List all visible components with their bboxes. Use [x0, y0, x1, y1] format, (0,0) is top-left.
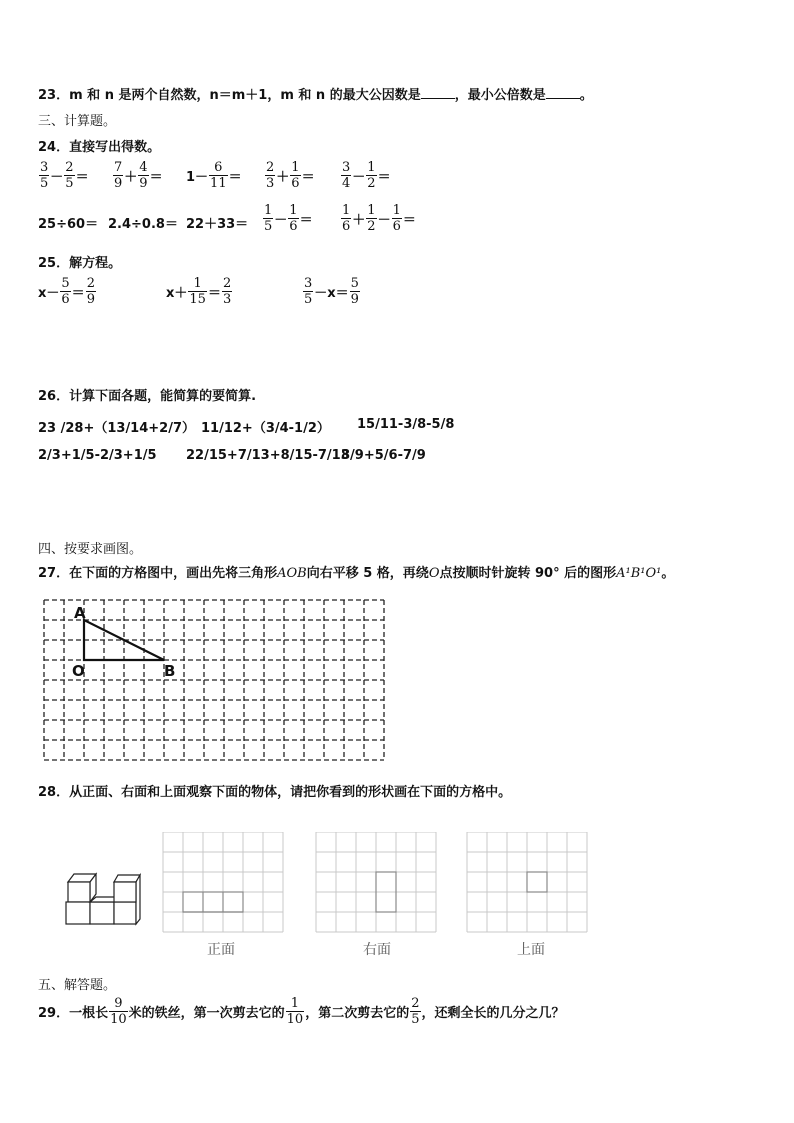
q24-expr-7: 2.4÷0.8＝: [108, 217, 178, 232]
fraction: $\frac{1}{10}$: [286, 996, 304, 1027]
section-4-heading: 四、按要求画图。: [38, 542, 143, 557]
q24-expr-6: 25÷60＝: [38, 217, 99, 232]
q24-expr-9: $\frac{1}{5}$ － $\frac{1}{6}$ ＝: [264, 203, 313, 234]
question-29: 29．一根长 $\frac{9}{10}$ 米的铁丝，第一次剪去它的 $\frac{1}{10}$ ，第二次剪去它的 $\frac{2}{5}$ ，还剩全长的几分之几？: [38, 996, 565, 1027]
caption-front: 正面: [207, 942, 235, 958]
cube-stack-icon: [62, 870, 142, 928]
q26-expr-6: 8/9+5/6-7/9: [341, 448, 426, 463]
fraction: $\frac{3}{5}$: [40, 160, 49, 191]
label-b: B: [164, 662, 176, 680]
question-28-title: 28．从正面、右面和上面观察下面的物体，请把你看到的形状画在下面的方格中。: [38, 785, 512, 800]
fraction: $\frac{3}{4}$: [342, 160, 351, 191]
fraction: $\frac{1}{5}$: [264, 203, 273, 234]
fraction: $\frac{2}{5}$: [411, 996, 420, 1027]
q24-expr-3: 1－ $\frac{6}{11}$ ＝: [186, 160, 242, 191]
fraction: $\frac{2}{5}$: [65, 160, 74, 191]
section-5-heading: 五、解答题。: [38, 978, 117, 993]
q24-expr-8: 22＋33＝: [186, 217, 249, 232]
caption-top: 上面: [517, 942, 545, 958]
fraction: $\frac{2}{9}$: [86, 276, 95, 307]
fraction: $\frac{1}{6}$: [392, 203, 401, 234]
q25-equation-3: $\frac{3}{5}$ －x＝ $\frac{5}{9}$: [304, 276, 359, 307]
caption-right: 右面: [363, 942, 391, 958]
answer-blank-lcm[interactable]: [546, 87, 580, 99]
q26-expr-4: 2/3+1/5-2/3+1/5: [38, 448, 157, 463]
right-view-grid: [315, 832, 441, 936]
question-26-title: 26．计算下面各题，能简算的要简算.: [38, 389, 257, 404]
question-27-title: 27．在下面的方格图中，画出先将三角形AOB向右平移 5 格，再绕O点按顺时针旋转 90° 后的图形A¹B¹O¹。: [38, 566, 675, 581]
q26-expr-1: 23 /28+（13/14+2/7）: [38, 421, 196, 436]
top-view-grid: [466, 832, 592, 936]
q24-expr-2: $\frac{7}{9}$ ＋ $\frac{4}{9}$ ＝: [114, 160, 163, 191]
fraction: $\frac{1}{6}$: [289, 203, 298, 234]
question-23: 23．m 和 n 是两个自然数，n＝m＋1，m 和 n 的最大公因数是 ，最小公倍数是 。: [38, 88, 593, 103]
question-25-title: 25．解方程。: [38, 256, 122, 271]
label-a: A: [74, 604, 86, 622]
fraction: $\frac{4}{9}$: [139, 160, 148, 191]
q26-expr-2: 11/12+（3/4-1/2）: [201, 421, 330, 436]
fraction: $\frac{1}{15}$: [189, 276, 206, 307]
fraction: $\frac{9}{10}$: [110, 996, 127, 1027]
q25-equation-1: x－ $\frac{5}{6}$ ＝ $\frac{2}{9}$: [38, 276, 95, 307]
q25-equation-2: x＋ $\frac{1}{15}$ ＝ $\frac{2}{3}$: [166, 276, 232, 307]
fraction: $\frac{1}{2}$: [367, 203, 376, 234]
fraction: $\frac{1}{2}$: [367, 160, 376, 191]
answer-blank-gcd[interactable]: [421, 87, 455, 99]
fraction: $\frac{2}{3}$: [266, 160, 275, 191]
dashed-grid: [44, 600, 384, 760]
fraction: $\frac{1}{6}$: [291, 160, 300, 191]
section-3-heading: 三、计算题。: [38, 114, 117, 129]
label-o: O: [72, 662, 85, 680]
q24-expr-5: $\frac{3}{4}$ － $\frac{1}{2}$ ＝: [342, 160, 391, 191]
fraction: $\frac{6}{11}$: [210, 160, 227, 191]
q26-expr-5: 22/15+7/13+8/15-7/13: [186, 448, 350, 463]
q24-expr-4: $\frac{2}{3}$ ＋ $\frac{1}{6}$ ＝: [266, 160, 315, 191]
fraction: $\frac{5}{6}$: [61, 276, 70, 307]
grid-diagram: [40, 596, 385, 762]
question-24-title: 24．直接写出得数。: [38, 140, 161, 155]
front-view-grid: [162, 832, 288, 936]
fraction: $\frac{1}{6}$: [342, 203, 351, 234]
q24-expr-1: $\frac{3}{5}$ － $\frac{2}{5}$ ＝: [40, 160, 89, 191]
fraction: $\frac{7}{9}$: [114, 160, 123, 191]
fraction: $\frac{3}{5}$: [304, 276, 313, 307]
fraction: $\frac{5}{9}$: [350, 276, 359, 307]
fraction: $\frac{2}{3}$: [222, 276, 232, 307]
q24-expr-10: $\frac{1}{6}$ ＋ $\frac{1}{2}$ － $\frac{1}{6}$ ＝: [342, 203, 416, 234]
q26-expr-3: 15/11-3/8-5/8: [357, 417, 455, 432]
